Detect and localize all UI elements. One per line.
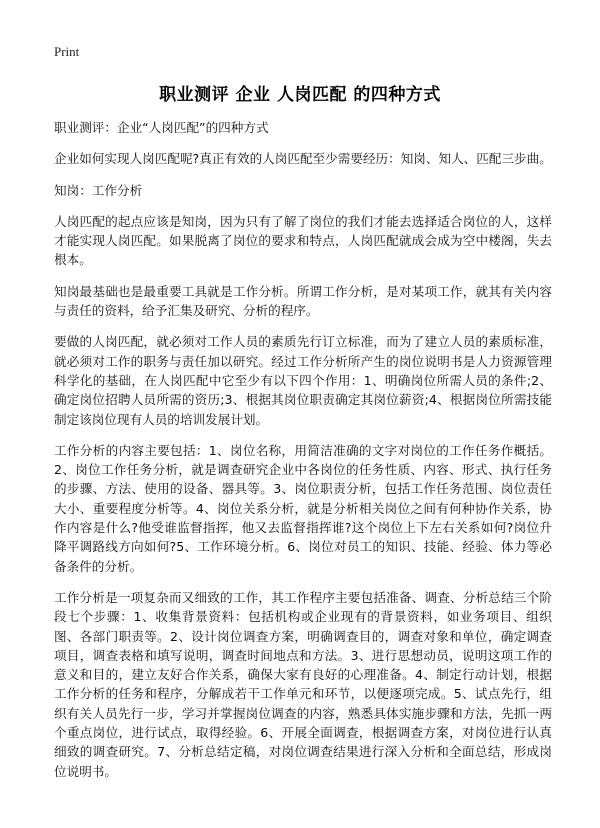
body-paragraph-2: 知岗最基础也是最重要工具就是工作分析。所谓工作分析，是对某项工作，就其有关内容与责任的资料，给予汇集及研究、分析的程序。 xyxy=(54,283,552,319)
body-paragraph-5: 工作分析是一项复杂而又细致的工作，其工作程序主要包括准备、调查、分析总结三个阶段七个步骤：1、收集背景资料：包括机构或企业现有的背景资料，如业务项目、组织图、各部门职责等。2、设计岗位调查方案，明确调查目的，调查对象和单位，确定调查项目，调查表格和填写说明，调查时间地点和方法。3、进行思想动员，说明这项工作的意义和目的，建立友好合作关系，确保大家有良好的心理准备。4、制定行动计划，根据工作分析的任务和程序，分解成若干工作单元和环节，以便逐项完成。5、试点先行，组织有关人员先行一步，学习并掌握岗位调查的内容，熟悉具体实施步骤和方法，先抓一两个重点岗位，进行试点，取得经验。6、开展全面调查，根据调查方案，对岗位进行认真细致的调查研究。7、分析总结定稿，对岗位调查结果进行深入分析和全面总结，形成岗位说明书。 xyxy=(54,589,552,779)
subtitle: 职业测评：企业“人岗匹配”的四种方式 xyxy=(54,120,269,135)
body-paragraph-1: 人岗匹配的起点应该是知岗，因为只有了解了岗位的我们才能去选择适合岗位的人，这样才能实现人岗匹配。如果脱离了岗位的要求和特点，人岗匹配就成会成为空中楼阁，失去根本。 xyxy=(54,213,552,268)
page-title: 职业测评 企业 人岗匹配 的四种方式 xyxy=(159,85,441,105)
body-paragraph-4: 工作分析的内容主要包括：1、岗位名称，用简洁准确的文字对岗位的工作任务作概括。2、岗位工作任务分析，就是调查研究企业中各岗位的任务性质、内容、形式、执行任务的步骤、方法、使用的设备、器具等。3、岗位职责分析，包括工作任务范围、岗位责任大小、重要程度分析等。4、岗位关系分析，就是分析相关岗位之间有何种协作关系，协作内容是什么?他受谁监督指挥，他又去监督指挥谁?这个岗位上下左右关系如何?岗位升降平调路线方向如何?5、工作环境分析。6、岗位对员工的知识、技能、经验、体力等必备条件的分析。 xyxy=(54,442,552,574)
section-heading: 知岗：工作分析 xyxy=(54,182,143,198)
body-paragraph-3: 要做的人岗匹配，就必须对工作人员的素质先行订立标准，而为了建立人员的素质标准，就必须对工作的职务与责任加以研究。经过工作分析所产生的岗位说明书是人力资源管理科学化的基础，在人岗匹配中它至少有以下四个作用：1、明确岗位所需人员的条件;2、确定岗位招聘人员所需的资历;3、根据其岗位职责确定其岗位薪资;4、根据岗位所需技能制定该岗位现有人员的培训发展计划。 xyxy=(54,334,552,427)
document-body xyxy=(54,118,552,793)
print-label: Print xyxy=(54,44,80,59)
intro-paragraph: 企业如何实现人岗匹配呢?真正有效的人岗匹配至少需要经历：知岗、知人、匹配三步曲。 xyxy=(54,151,552,167)
